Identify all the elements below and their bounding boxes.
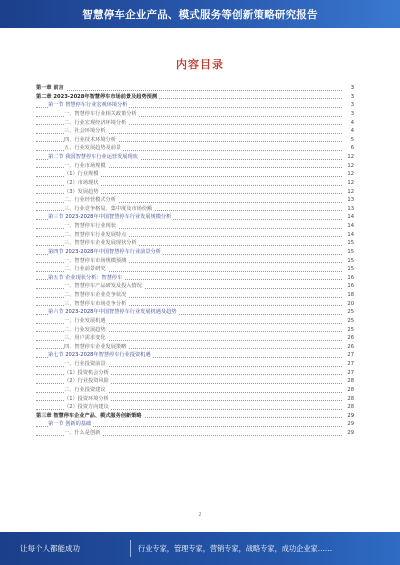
toc-entry[interactable] <box>36 377 354 386</box>
toc-entry-label: 二、智慧停车企业竞争状况 <box>64 292 127 298</box>
toc-entry-page: 15 <box>347 240 354 247</box>
toc-entry[interactable] <box>36 205 354 214</box>
toc-entry[interactable] <box>36 291 354 300</box>
toc-entry-label: （1）投资环境分析 <box>64 395 109 402</box>
toc-entry-label: 五、行业发展趋势及前景 <box>64 145 122 152</box>
toc-entry[interactable] <box>36 326 354 335</box>
toc-entry-label: 一、行业投资前景 <box>64 361 106 367</box>
toc-entry-label: 二、行业发展趋势 <box>64 326 106 333</box>
toc-entry-label: 第五节 企业现状分析：智慧停车 <box>48 274 123 281</box>
toc-entry-label: 第七节 2023-2028年智慧停车行业投资机遇 <box>48 352 151 359</box>
toc-entry-page: 26 <box>347 335 354 342</box>
toc-entry-page: 4 <box>350 119 354 126</box>
toc-entry[interactable] <box>36 119 354 128</box>
toc-entry-label: （2）市场现状 <box>64 179 99 186</box>
toc-entry[interactable] <box>36 308 354 317</box>
toc-entry-label: 四、行业技术环境分析 <box>64 136 116 143</box>
toc-entry-label: （2）行业投资风险 <box>64 378 109 385</box>
page-number: 2 <box>198 512 202 518</box>
toc-entry[interactable] <box>36 369 354 378</box>
toc-entry-page: 14 <box>347 231 354 238</box>
toc-entry[interactable] <box>36 127 354 136</box>
table-of-contents <box>36 84 354 438</box>
toc-entry[interactable] <box>36 334 354 343</box>
toc-entry[interactable] <box>36 101 354 110</box>
toc-entry[interactable] <box>36 170 354 179</box>
toc-entry-page: 29 <box>347 412 354 419</box>
toc-entry[interactable] <box>36 317 354 326</box>
toc-entry-label: 一、智慧停车行业现状 <box>64 223 116 229</box>
toc-entry-page: 29 <box>347 421 354 428</box>
toc-entry-label: 一、什么是创新 <box>64 430 101 436</box>
toc-entry-page: 15 <box>347 257 354 264</box>
toc-entry-page: 14 <box>347 223 354 229</box>
toc-entry[interactable] <box>36 351 354 360</box>
toc-entry-label: 二、行业经营模式分析 <box>64 197 116 204</box>
toc-entry-page: 12 <box>347 179 354 186</box>
toc-entry-page: 29 <box>347 430 354 436</box>
toc-entry[interactable] <box>36 231 354 240</box>
toc-entry-page: 27 <box>347 361 354 367</box>
toc-title: 内容目录 <box>176 58 224 71</box>
toc-entry-label: 第一节 创新的基础 <box>48 421 92 428</box>
toc-entry[interactable] <box>36 110 354 119</box>
toc-entry[interactable] <box>36 196 354 205</box>
report-title: 智慧停车企业产品、模式服务等创新策略研究报告 <box>82 8 318 21</box>
toc-entry-page: 3 <box>350 85 354 91</box>
toc-entry-label: 一、智慧停车市场规模预测 <box>64 257 127 264</box>
toc-entry-label: 一、智慧停车行业相关政策分析 <box>64 110 137 117</box>
toc-entry[interactable] <box>36 360 354 369</box>
toc-entry[interactable] <box>36 188 354 197</box>
toc-entry-page: 3 <box>350 102 354 109</box>
toc-entry-page: 27 <box>347 369 354 376</box>
toc-entry-label: 第一节 智慧停车行业宏观环境分析 <box>48 102 128 109</box>
toc-entry-label: 第三节 2023-2028年中国智慧停车行业发展规模分析 <box>48 214 172 221</box>
toc-entry[interactable] <box>36 274 354 283</box>
toc-entry[interactable] <box>36 239 354 248</box>
toc-entry-label: 第四节 2023-2028年中国智慧停车行业前景分析 <box>48 248 161 255</box>
toc-leader-dots <box>36 90 342 91</box>
toc-entry[interactable] <box>36 93 354 102</box>
toc-entry-page: 28 <box>347 404 354 411</box>
toc-entry-label: 二、行业前景研究 <box>64 266 106 273</box>
toc-entry-label: 三、用户需求变化 <box>64 335 106 342</box>
toc-entry-page: 15 <box>347 248 354 255</box>
toc-entry[interactable] <box>36 248 354 257</box>
toc-entry[interactable] <box>36 213 354 222</box>
toc-entry-page: 15 <box>347 266 354 273</box>
toc-entry-page: 12 <box>347 171 354 178</box>
toc-entry-page: 25 <box>347 317 354 324</box>
toc-entry-page: 6 <box>350 145 354 152</box>
toc-entry-label: 一、行业发展机遇 <box>64 317 106 324</box>
toc-entry-label: 四、智慧停车企业发展策略 <box>64 343 127 350</box>
toc-entry-page: 12 <box>347 162 354 169</box>
toc-entry-page: 28 <box>347 378 354 385</box>
toc-entry-label: 一、智慧停车产品研发及投入情况 <box>64 283 142 290</box>
toc-entry-page: 25 <box>347 326 354 333</box>
toc-entry-label: 第二节 我国智慧停车行业运营发展现状 <box>48 154 138 160</box>
toc-entry-page: 12 <box>347 188 354 195</box>
toc-entry[interactable] <box>36 429 354 438</box>
toc-entry[interactable] <box>36 412 354 421</box>
toc-entry[interactable] <box>36 395 354 404</box>
toc-entry-label: 第一章 前言 <box>36 85 64 91</box>
toc-entry-page: 13 <box>347 205 354 212</box>
toc-entry-page: 12 <box>347 154 354 160</box>
toc-entry-label: （3）发展趋势 <box>64 188 99 195</box>
toc-entry-page: 25 <box>347 309 354 316</box>
footer-slogan: 让每个人都能成功 <box>20 544 80 553</box>
toc-entry-page: 13 <box>347 197 354 204</box>
toc-entry[interactable] <box>36 136 354 145</box>
toc-entry-label: （1）投资机会分析 <box>64 369 109 376</box>
toc-entry-page: 4 <box>350 128 354 135</box>
page-header-banner <box>0 0 400 28</box>
toc-entry[interactable] <box>36 420 354 429</box>
toc-entry[interactable] <box>36 265 354 274</box>
toc-entry[interactable] <box>36 257 354 266</box>
toc-entry-label: 第六节 2023-2028年中国智慧停车行业发展机遇及趋势 <box>48 309 177 316</box>
toc-entry-label: 三、智慧停车市场竞争分析 <box>64 300 127 307</box>
toc-entry[interactable] <box>36 343 354 352</box>
toc-entry-label: 二、行业宏观经济环境分析 <box>64 119 127 126</box>
toc-entry[interactable] <box>36 282 354 291</box>
toc-entry[interactable] <box>36 179 354 188</box>
toc-entry-label: 三、智慧停车企业发展现状分析 <box>64 240 137 247</box>
toc-entry-label: 三、行业竞争格局、集中度及市场份额 <box>64 205 153 212</box>
toc-entry-label: （2）投资方向建议 <box>64 404 109 411</box>
toc-entry-label: 一、行业市场规模 <box>64 162 106 169</box>
toc-entry-label: 三、社会环境分析 <box>64 128 106 135</box>
toc-entry-label: 第三章 智慧停车企业产品、模式服务创新策略 <box>36 412 142 419</box>
toc-entry-label: 二、智慧停车行业发展特点 <box>64 231 127 238</box>
toc-entry-page: 16 <box>347 274 354 281</box>
toc-entry[interactable] <box>36 300 354 309</box>
toc-entry-page: 3 <box>350 93 354 100</box>
toc-entry[interactable] <box>36 153 354 162</box>
toc-entry-page: 28 <box>347 395 354 402</box>
page-footer-banner <box>0 532 400 565</box>
toc-entry[interactable] <box>36 403 354 412</box>
footer-divider <box>130 540 131 557</box>
toc-entry-page: 16 <box>347 283 354 290</box>
toc-entry[interactable] <box>36 162 354 171</box>
toc-entry-page: 14 <box>347 214 354 221</box>
footer-expert-list: 行业专家，管理专家，营销专家，战略专家，成功企业家…… <box>138 544 333 553</box>
toc-entry-label: 二、行业投资建议 <box>64 386 106 393</box>
toc-entry[interactable] <box>36 84 354 93</box>
toc-entry[interactable] <box>36 144 354 153</box>
toc-entry-page: 5 <box>350 136 354 143</box>
toc-entry[interactable] <box>36 222 354 231</box>
toc-entry-page: 20 <box>347 300 354 307</box>
toc-entry-page: 26 <box>347 343 354 350</box>
toc-entry-page: 28 <box>347 386 354 393</box>
toc-entry-page: 3 <box>350 110 354 117</box>
toc-entry-page: 18 <box>347 292 354 298</box>
toc-entry-label: 第二章 2023-2028年智慧停车市场前景及趋势预测 <box>36 93 158 100</box>
toc-entry[interactable] <box>36 386 354 395</box>
toc-entry-page: 27 <box>347 352 354 359</box>
toc-entry-label: （1）行业规模 <box>64 171 99 178</box>
